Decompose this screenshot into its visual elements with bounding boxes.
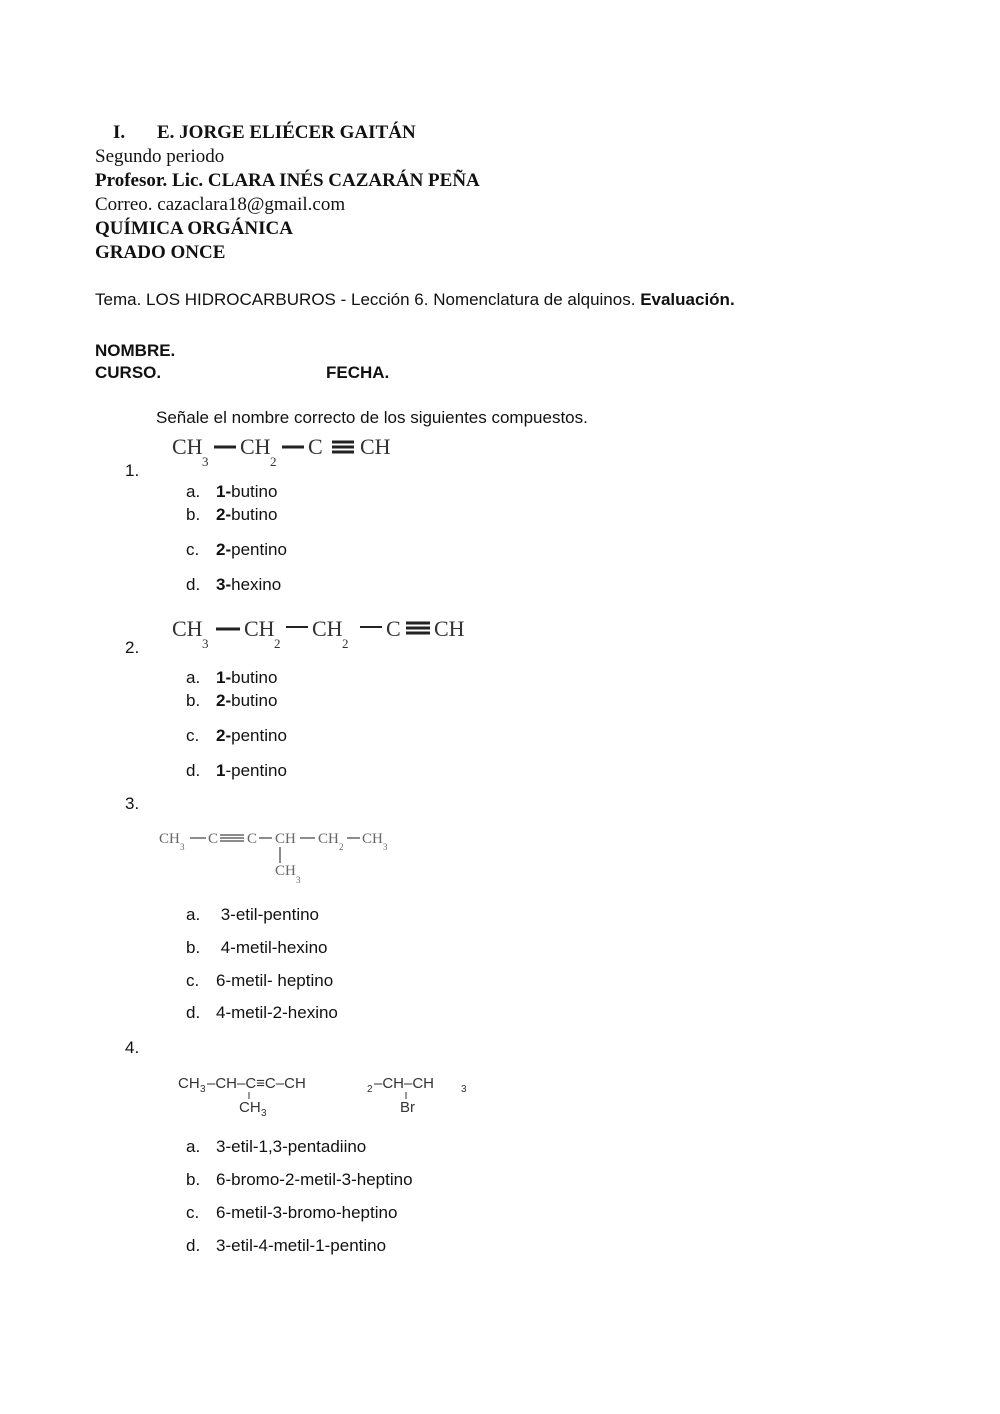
f3-s2: 2	[339, 842, 344, 852]
f1-c: C	[308, 434, 323, 459]
school-number: I.	[113, 122, 126, 143]
f4-sub2: Br	[400, 1099, 415, 1116]
name-label: NOMBRE.	[95, 341, 176, 360]
q2-option-a[interactable]: a. 1-butino	[186, 668, 278, 687]
q2-option-b[interactable]: b. 2-butino	[186, 691, 278, 710]
f2-ch2a: CH	[244, 616, 275, 641]
q3-option-a[interactable]: a. 3-etil-pentino	[186, 905, 320, 924]
q1-option-d[interactable]: d. 3-hexino	[186, 575, 282, 594]
q2-option-d[interactable]: d. 1-pentino	[186, 761, 287, 780]
subject: QUÍMICA ORGÁNICA	[95, 218, 293, 239]
q3-option-c[interactable]: c. 6-metil- heptino	[186, 971, 334, 990]
f4-chain-c: –CH–CH	[374, 1075, 435, 1092]
topic-bold: Evaluación.	[640, 290, 735, 309]
course-label: CURSO.	[95, 363, 162, 382]
teacher: Profesor. Lic. CLARA INÉS CAZARÁN PEÑA	[95, 170, 480, 191]
f4-s3b: 3	[461, 1084, 467, 1095]
f4-chain-b: –CH–C≡C–CH	[207, 1075, 306, 1092]
f3-c1: C	[208, 831, 219, 847]
f3-sub-s: 3	[296, 875, 301, 885]
formula-1	[168, 430, 408, 470]
f2-s2b: 2	[342, 636, 349, 651]
q1-option-a[interactable]: a. 1-butino	[186, 482, 278, 501]
f1-ch: CH	[360, 434, 391, 459]
f2-ch2b: CH	[312, 616, 343, 641]
f2-c: C	[386, 616, 401, 641]
topic	[95, 290, 735, 310]
period: Segundo periodo	[95, 146, 225, 167]
f1-s3: 3	[202, 454, 209, 469]
topic-text: Tema. LOS HIDROCARBUROS - Lección 6. Nomenclatura de alquinos.	[95, 290, 636, 309]
f1-ch3: CH	[172, 434, 203, 459]
f4-sub1: CH	[239, 1099, 261, 1116]
f3-ch2: CH	[318, 831, 339, 847]
q4-option-a[interactable]: a. 3-etil-1,3-pentadiino	[186, 1137, 367, 1156]
f4-chain-a: CH	[178, 1075, 200, 1092]
q4-option-c[interactable]: c. 6-metil-3-bromo-heptino	[186, 1203, 398, 1222]
q3-option-d[interactable]: d. 4-metil-2-hexino	[186, 1003, 338, 1022]
f3-s3b: 3	[383, 842, 388, 852]
f1-s2: 2	[270, 454, 277, 469]
formula-4	[176, 1068, 496, 1123]
f3-ch3: CH	[159, 831, 180, 847]
date-label: FECHA.	[326, 363, 390, 382]
q1-option-c[interactable]: c. 2-pentino	[186, 540, 287, 559]
q4-option-d[interactable]: d. 3-etil-4-metil-1-pentino	[186, 1236, 387, 1255]
q4-option-b[interactable]: b. 6-bromo-2-metil-3-heptino	[186, 1170, 413, 1189]
question-4-number: 4.	[125, 1038, 140, 1057]
f2-ch3: CH	[172, 616, 203, 641]
question-3-number: 3.	[125, 794, 140, 813]
grade: GRADO ONCE	[95, 242, 226, 263]
f4-s2: 2	[367, 1084, 373, 1095]
q3-option-b[interactable]: b. 4-metil-hexino	[186, 938, 328, 957]
formula-2	[168, 612, 478, 652]
q1-option-b[interactable]: b. 2-butino	[186, 505, 278, 524]
f2-s3: 3	[202, 636, 209, 651]
f4-s3: 3	[200, 1084, 206, 1095]
f4-sub1-s: 3	[261, 1108, 267, 1119]
instruction: Señale el nombre correcto de los siguientes compuestos.	[156, 408, 588, 427]
question-1-number: 1.	[125, 461, 140, 480]
email: Correo. cazaclara18@gmail.com	[95, 194, 346, 215]
formula-3	[156, 825, 406, 890]
f3-s3: 3	[180, 842, 185, 852]
f3-ch: CH	[275, 831, 296, 847]
f2-ch: CH	[434, 616, 465, 641]
f3-sub: CH	[275, 863, 296, 879]
f3-ch3b: CH	[362, 831, 383, 847]
school-name: E. JORGE ELIÉCER GAITÁN	[157, 122, 416, 143]
f2-s2a: 2	[274, 636, 281, 651]
f3-c2: C	[247, 831, 258, 847]
q2-option-c[interactable]: c. 2-pentino	[186, 726, 287, 745]
question-2-number: 2.	[125, 638, 140, 657]
f1-ch2: CH	[240, 434, 271, 459]
